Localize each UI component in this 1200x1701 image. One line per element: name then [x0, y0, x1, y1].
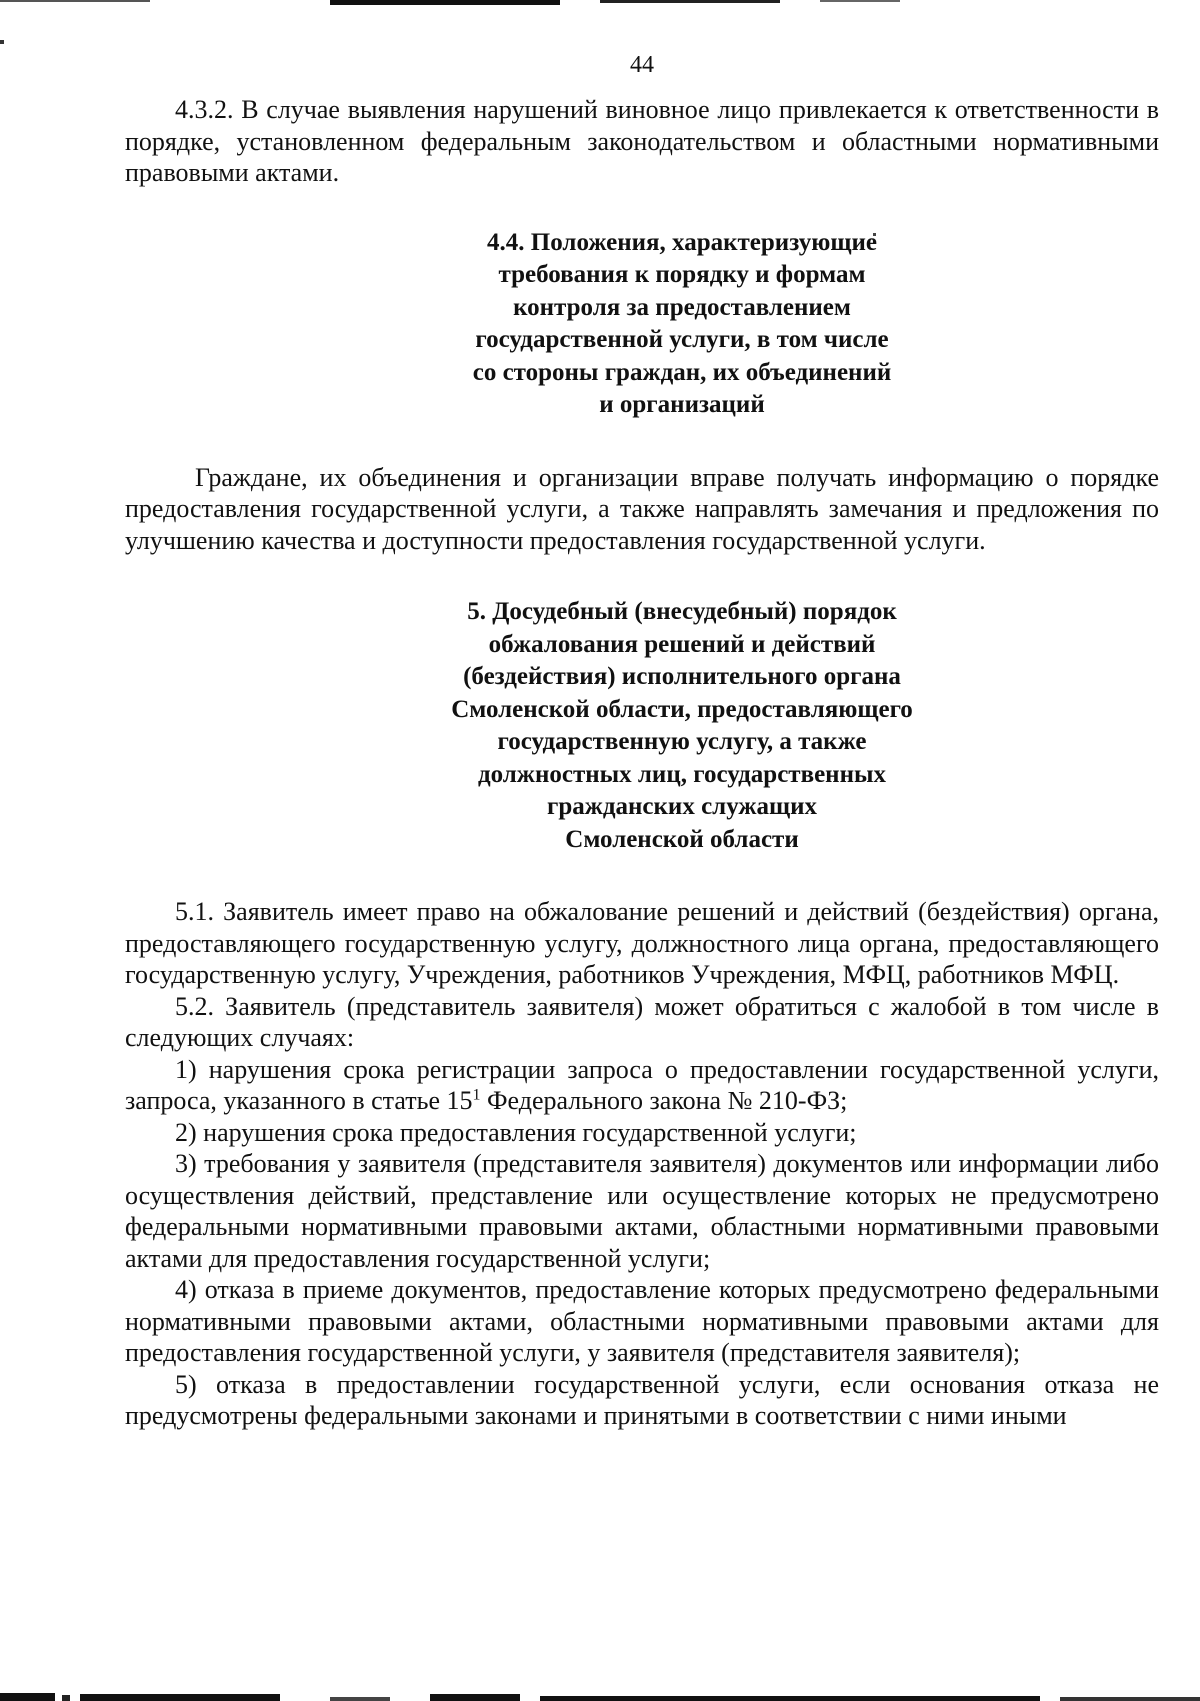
paragraph-4-3-2: 4.3.2. В случае выявления нарушений виновное лицо привлекается к ответственности в порядке, установленном федеральным законодательством и областными нормативными правовыми актами. — [125, 95, 1159, 187]
list-item-2: 2) нарушения срока предоставления государственной услуги; — [175, 1117, 857, 1147]
paragraph-4-4: Граждане, их объединения и организации вправе получать информацию о порядке предоставления государственной услуги, а также направлять замечания и предложения по улучшению качества и доступности предоставления государственной услуги. — [125, 462, 1159, 555]
list-item-1-tail: Федерального закона № 210-ФЗ; — [480, 1086, 848, 1115]
heading-line: требования к порядку и формам — [498, 261, 866, 288]
heading-line: обжалования решений и действий — [488, 630, 876, 658]
list-item-5: 5) отказа в предоставлении государственной услуги, если основания отказа не предусмотрены федеральными законами и принятыми в соответствии с ними иными — [125, 1369, 1159, 1430]
heading-line: контроля за предоставлением — [513, 293, 851, 321]
heading-line: со стороны граждан, их объединений — [472, 358, 892, 386]
list-item-1 — [125, 1054, 1159, 1117]
heading-line: Смоленской области — [565, 825, 799, 853]
page-number: 44 — [630, 52, 654, 78]
heading-line: и организаций — [599, 391, 765, 418]
scan-edge-bottom — [0, 1691, 1200, 1701]
heading-line: 5. Досудебный (внесудебный) порядок — [467, 598, 897, 625]
list-item-4: 4) отказа в приеме документов, предоставление которых предусмотрено федеральными нормативными правовыми актами, областными нормативными правовыми актами для предоставления государственной услуги, у заявителя (представителя заявителя); — [125, 1275, 1159, 1367]
paragraph-5-1: 5.1. Заявитель имеет право на обжалование решений и действий (бездействия) органа, предоставляющего государственную услугу, должностного лица органа, предоставляющего государственную услугу, Учреждения, работников Учреждения, МФЦ, работников МФЦ. — [125, 897, 1159, 989]
list-item-3: 3) требования у заявителя (представителя заявителя) документов или информации либо осуществления действий, представление или осуществление которых не предусмотрено федеральными нормативными правовыми актами, областными нормативными правовыми актами для предоставления государственной услуги; — [125, 1149, 1159, 1273]
superscript: 1 — [472, 1086, 481, 1104]
heading-line: государственной услуги, в том числе — [475, 326, 889, 353]
document-page — [125, 50, 1159, 1432]
heading-line: (бездействия) исполнительного органа — [463, 663, 901, 690]
scan-mark — [0, 40, 4, 44]
heading-5 — [125, 596, 1159, 856]
paragraph-5-2: 5.2. Заявитель (представитель заявителя) может обратиться с жалобой в том числе в следующих случаях: — [125, 991, 1159, 1052]
heading-line: должностных лиц, государственных — [477, 760, 887, 788]
scan-edge-top — [0, 0, 1200, 6]
heading-line: Смоленской области, предоставляющего — [451, 695, 913, 723]
heading-4-4 — [125, 227, 1159, 422]
heading-line: 4.4. Положения, характеризующие — [487, 228, 877, 256]
list-item-1-text: 1) нарушения срока регистрации запроса о предоставлении государственной услуги, запроса, указанного в статье 15 — [125, 1054, 1159, 1115]
heading-line: гражданских служащих — [546, 793, 818, 820]
heading-line: государственную услугу, а также — [497, 728, 867, 755]
